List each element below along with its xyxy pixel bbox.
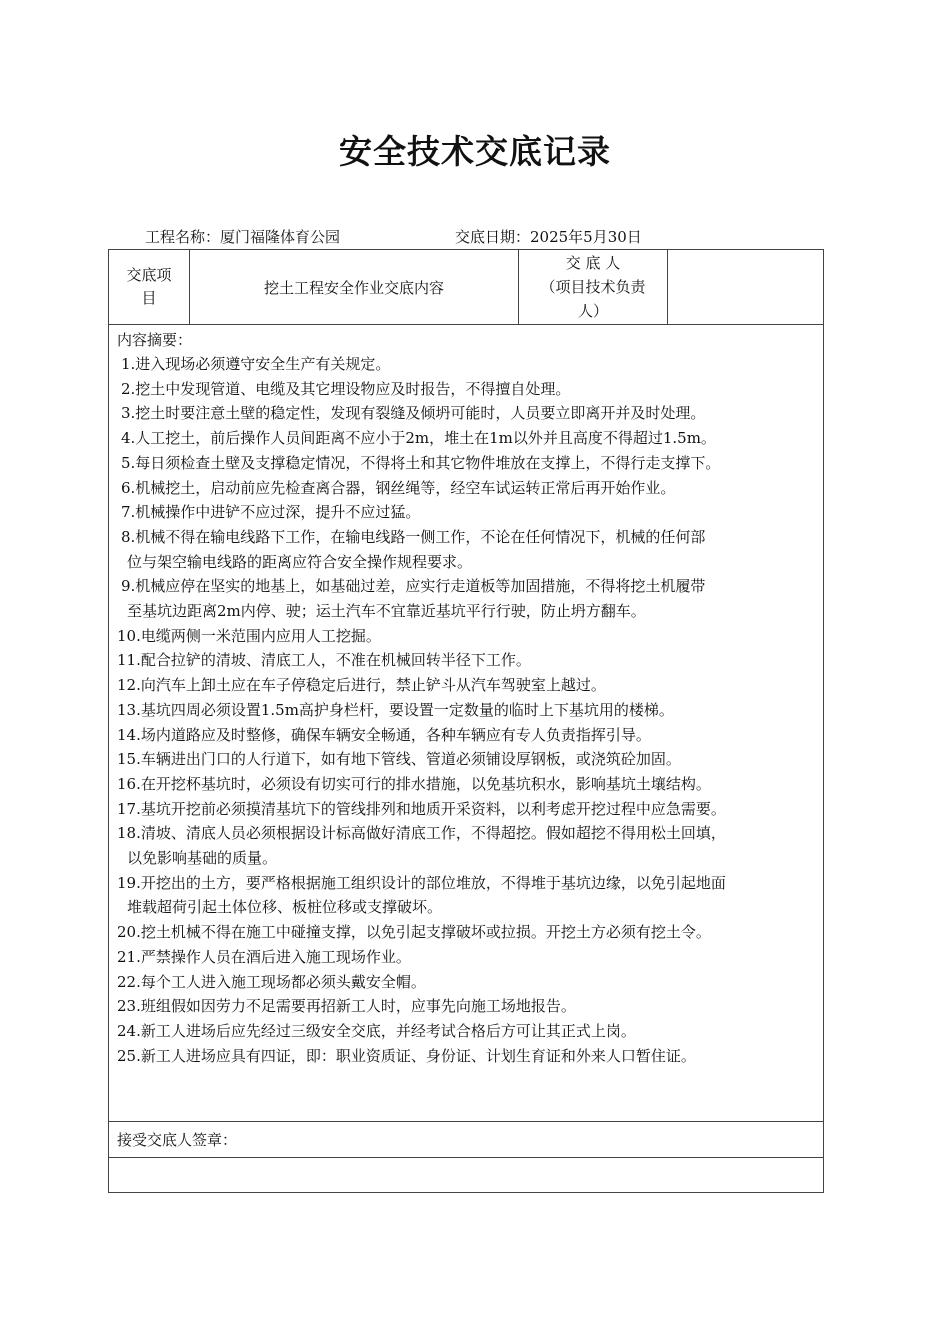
item-label-line2: 目 xyxy=(141,289,157,307)
list-item: 8.机械不得在输电线路下工作，在输电线路一侧工作，不论在任何情况下，机械的任何部 xyxy=(121,527,706,546)
list-item: 6.机械挖土，启动前应先检查离合器，钢丝绳等，经空车试运转正常后再开始作业。 xyxy=(121,478,676,497)
list-item: 24.新工人进场后应先经过三级安全交底，并经考试合格后方可让其正式上岗。 xyxy=(117,1021,636,1040)
list-item: 15.车辆进出门口的人行道下，如有地下管线、管道必须铺设厚钢板，或浇筑砼加固。 xyxy=(117,750,681,769)
list-item: 13.基坑四周必须设置1.5m高护身栏杆，要设置一定数量的临时上下基坑用的楼梯。 xyxy=(117,700,674,719)
list-item: 以免影响基础的质量。 xyxy=(127,849,278,868)
receiver-row xyxy=(109,1122,824,1158)
list-item: 5.每日须检查土壁及支撑稳定情况，不得将土和其它物件堆放在支撑上，不得行走支撑下。 xyxy=(121,453,721,472)
list-item: 1.进入现场必须遵守安全生产有关规定。 xyxy=(121,355,391,373)
list-item: 9.机械应停在坚实的地基上，如基础过差，应实行走道板等加固措施，不得将挖土机履带 xyxy=(121,577,706,596)
person-line1: 交 底 人 xyxy=(565,254,621,272)
list-item: 23.班组假如因劳力不足需要再招新工人时，应事先向施工场地报告。 xyxy=(117,997,576,1016)
list-item: 3.挖土时要注意土壁的稳定性，发现有裂缝及倾坍可能时，人员要立即离开并及时处理。 xyxy=(121,404,706,423)
list-item: 22.每个工人进入施工现场都必须头戴安全帽。 xyxy=(117,972,426,991)
list-item: 14.场内道路应及时整修，确保车辆安全畅通，各种车辆应有专人负责指挥引导。 xyxy=(117,725,651,744)
list-item: 21.严禁操作人员在酒后进入施工现场作业。 xyxy=(117,947,411,966)
list-item: 10.电缆两侧一米范围内应用人工挖掘。 xyxy=(117,626,381,645)
content-title: 挖土工程安全作业交底内容 xyxy=(263,278,444,297)
list-item: 2.挖土中发现管道、电缆及其它埋设物应及时报告，不得擅自处理。 xyxy=(121,379,571,398)
person-label-cell xyxy=(519,250,668,325)
list-item: 18.清坡、清底人员必须根据设计标高做好清底工作，不得超挖。假如超挖不得用松土回填， xyxy=(117,824,726,843)
list-item: 4.人工挖土，前后操作人员间距离不应小于2m，堆土在1m以外并且高度不得超过1.5m。 xyxy=(121,429,716,448)
receiver-signature-row xyxy=(109,1158,824,1193)
list-item: 至基坑边距离2m内停、驶；运土汽车不宜靠近基坑平行行驶，防止坍方翻车。 xyxy=(127,602,646,621)
list-item: 16.在开挖杯基坑时，必须设有切实可行的排水措施，以免基坑积水，影响基坑土壤结构。 xyxy=(117,774,711,793)
document-title: 安全技术交底记录 xyxy=(339,132,611,171)
item-label-line1: 交底项 xyxy=(126,266,172,284)
list-item: 20.挖土机械不得在施工中碰撞支撑，以免引起支撑破坏或拉损。开挖土方必须有挖土令。 xyxy=(117,923,711,942)
item-list xyxy=(117,352,817,1068)
person-signature-cell[interactable] xyxy=(668,250,824,325)
list-item: 7.机械操作中进铲不应过深，提升不应过猛。 xyxy=(121,503,421,522)
list-item: 17.基坑开挖前必须摸清基坑下的管线排列和地质开采资料，以利考虑开挖过程中应急需要。 xyxy=(117,799,726,818)
item-label-cell xyxy=(109,250,190,325)
project-name: 工程名称：厦门福隆体育公园 xyxy=(145,228,341,246)
list-item: 25.新工人进场应具有四证，即：职业资质证、身份证、计划生育证和外来人口暂住证。 xyxy=(117,1046,696,1065)
list-item: 19.开挖出的土方，要严格根据施工组织设计的部位堆放，不得堆于基坑边缘，以免引起地面 xyxy=(117,873,726,892)
person-line3: 人） xyxy=(577,302,608,320)
handover-date: 交底日期：2025年5月30日 xyxy=(455,228,642,246)
content-row xyxy=(109,325,824,1122)
list-item: 位与架空输电线路的距离应符合安全操作规程要求。 xyxy=(127,552,473,571)
receiver-signature-cell[interactable] xyxy=(109,1158,824,1193)
summary-label: 内容摘要： xyxy=(117,331,193,349)
list-item: 11.配合拉铲的清坡、清底工人，不准在机械回转半径下工作。 xyxy=(117,651,531,670)
content-title-cell xyxy=(190,250,519,325)
person-line2: （项目技术负责 xyxy=(540,278,646,296)
list-item: 堆载超荷引起土体位移、板桩位移或支撑破坏。 xyxy=(127,898,443,917)
content-cell xyxy=(109,325,824,1122)
header-row xyxy=(109,250,824,325)
record-table xyxy=(108,249,824,1193)
list-item: 12.向汽车上卸土应在车子停稳定后进行，禁止铲斗从汽车驾驶室上越过。 xyxy=(117,676,606,695)
receiver-label: 接受交底人签章： xyxy=(117,1131,238,1149)
receiver-label-cell xyxy=(109,1122,824,1158)
